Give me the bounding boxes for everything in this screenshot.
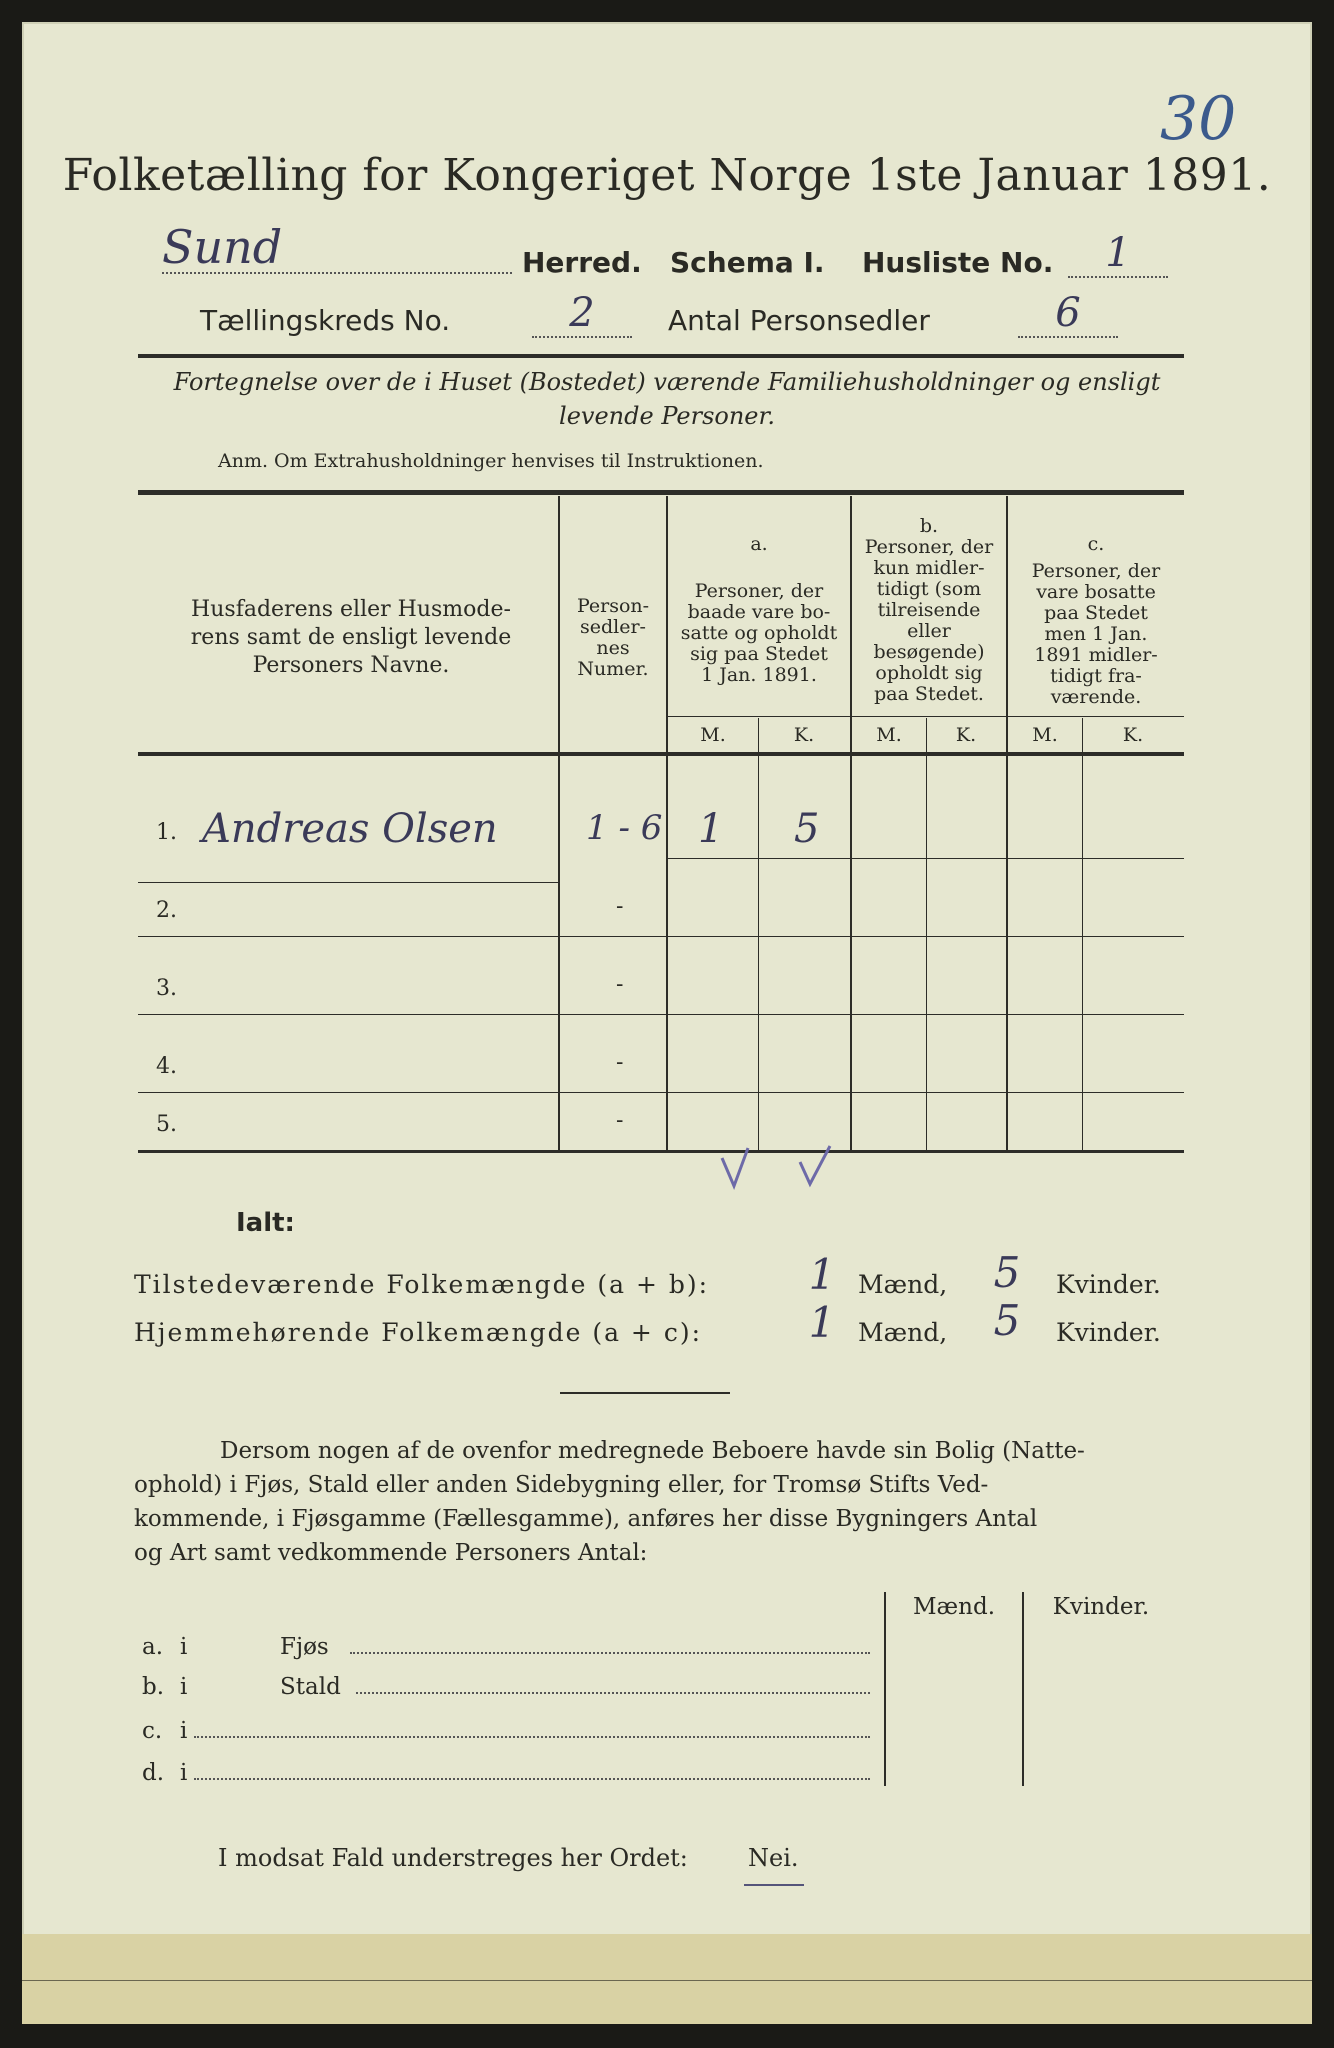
row-person-num: - [616, 972, 624, 997]
nei-word: Nei. [748, 1844, 799, 1872]
anm-note: Anm. Om Extrahusholdninger henvises til Instruktionen. [218, 450, 764, 472]
tilstede-kvinder-label: Kvinder. [1056, 1270, 1161, 1299]
col-c-m: M. [1032, 724, 1058, 746]
bld-dots [194, 1778, 870, 1780]
table-bottom-rule [138, 1150, 1184, 1153]
row-number: 2. [156, 898, 177, 923]
bld-col-rule [1022, 1592, 1024, 1786]
table-row [138, 806, 1184, 884]
herred-value: Sund [162, 222, 512, 274]
row-person-num: - [616, 1108, 624, 1133]
hjemme-kvinder-label: Kvinder. [1056, 1318, 1161, 1347]
row-rule [668, 858, 1184, 859]
husliste-value: 1 [1068, 230, 1168, 278]
names-header: Husfaderens eller Husmode- rens samt de ensligt levende Personers Navne. [190, 597, 512, 678]
col-b-m: M. [876, 724, 902, 746]
mk-rule [668, 716, 1184, 717]
pencil-check-marks [712, 1138, 852, 1198]
antal-label: Antal Personsedler [668, 304, 930, 337]
row-rule [138, 936, 1184, 937]
census-form-page [22, 22, 1312, 2024]
table-row [138, 884, 1184, 962]
table-row [138, 1108, 1184, 1150]
bld-dots [194, 1736, 870, 1738]
subtitle-line2: levende Personer. [559, 402, 775, 430]
bld-row [142, 1674, 878, 1714]
bld-row [142, 1718, 878, 1758]
hjemme-m: 1 [808, 1298, 836, 1347]
tilstede-maend-label: Mænd, [858, 1270, 948, 1299]
bottom-rule [22, 1980, 1312, 1981]
table-top-rule [138, 490, 1184, 495]
row-person-num: 1 - 6 [586, 808, 663, 848]
bld-dots [356, 1692, 870, 1694]
bld-row [142, 1760, 878, 1800]
num-header: Person- sedler- nes Numer. [576, 595, 650, 680]
bld-i: i [180, 1760, 188, 1786]
modsat-text: I modsat Fald understreges her Ordet: [218, 1844, 688, 1872]
ialt-label: Ialt: [236, 1208, 295, 1238]
kreds-label: Tællingskreds No. [200, 304, 451, 337]
row-a-k: 5 [794, 806, 820, 852]
antal-value: 6 [1018, 290, 1118, 338]
bld-letter: b. [142, 1674, 165, 1700]
bld-maend-header: Mænd. [912, 1594, 996, 1620]
row-person-num: - [616, 1050, 624, 1075]
bld-i: i [180, 1718, 188, 1744]
row-name: Andreas Olsen [202, 806, 498, 852]
buildings-paragraph: Dersom nogen af de ovenfor medregnede Beboere havde sin Bolig (Natte- ophold) i Fjøs, Stald eller anden Sidebygning eller, for Tromsø Stifts Ved- kommende, i Fjøsgamme (Fællesgamme), anføres her disse Bygningers Antal og Art samt vedkommende Personers Antal: [134, 1438, 1085, 1566]
nei-underline [744, 1884, 804, 1886]
form-title: Folketælling for Kongeriget Norge 1ste Januar 1891. [62, 150, 1272, 201]
husliste-label: Husliste No. [862, 246, 1054, 279]
row-number: 3. [156, 976, 177, 1001]
bld-i: i [180, 1674, 188, 1700]
col-c-k: K. [1122, 724, 1144, 746]
schema-label: Schema I. [670, 246, 825, 279]
row-rule [138, 1092, 1184, 1093]
bld-i: i [180, 1634, 188, 1660]
row-rule [138, 882, 558, 883]
bld-kvinder-header: Kvinder. [1052, 1594, 1150, 1620]
bld-dots [350, 1652, 870, 1654]
tilstede-label: Tilstedeværende Folkemængde (a + b): [134, 1270, 710, 1299]
section-divider [560, 1392, 730, 1394]
page-number: 30 [1160, 84, 1237, 154]
hjemme-label: Hjemmehørende Folkemængde (a + c): [134, 1318, 702, 1347]
col-b-k: K. [955, 724, 977, 746]
bld-letter: d. [142, 1760, 165, 1786]
row-number: 4. [156, 1054, 177, 1079]
subtitle-line1: Fortegnelse over de i Huset (Bostedet) værende Familiehusholdninger og ensligt [173, 368, 1161, 396]
row-rule [138, 1014, 1184, 1015]
paper-edge-strip [22, 1934, 1312, 2024]
col-c-header: c. Personer, der vare bosatte paa Stedet men 1 Jan. 1891 midler- tidigt fra- værende. [1031, 533, 1161, 708]
bld-letter: c. [142, 1718, 163, 1744]
table-row [138, 1040, 1184, 1118]
bld-name: Stald [280, 1674, 341, 1700]
row-number: 1. [156, 820, 177, 845]
col-a-m: M. [700, 724, 726, 746]
col-a-k: K. [793, 724, 815, 746]
bld-name: Fjøs [280, 1634, 329, 1660]
hjemme-k: 5 [993, 1296, 1021, 1345]
row-a-m: 1 [698, 806, 724, 852]
bld-letter: a. [142, 1634, 164, 1660]
table-header-rule [138, 752, 1184, 756]
row-number: 5. [156, 1112, 177, 1137]
herred-label: Herred. [522, 246, 642, 279]
tilstede-m: 1 [808, 1250, 836, 1299]
kreds-value: 2 [532, 290, 632, 338]
table-row [138, 962, 1184, 1040]
hjemme-maend-label: Mænd, [858, 1318, 948, 1347]
bld-col-rule [884, 1592, 886, 1786]
bld-row [142, 1634, 878, 1674]
col-a-header: a. Personer, der baade vare bo- satte og opholdt sig paa Stedet 1 Jan. 1891. [680, 533, 838, 686]
row-person-num: - [616, 894, 624, 919]
col-b-header: b. Personer, der kun midler- tidigt (som tilreisende eller besøgende) opholdt sig paa Stedet. [864, 515, 994, 705]
header-rule [138, 354, 1184, 358]
tilstede-k: 5 [993, 1248, 1021, 1297]
